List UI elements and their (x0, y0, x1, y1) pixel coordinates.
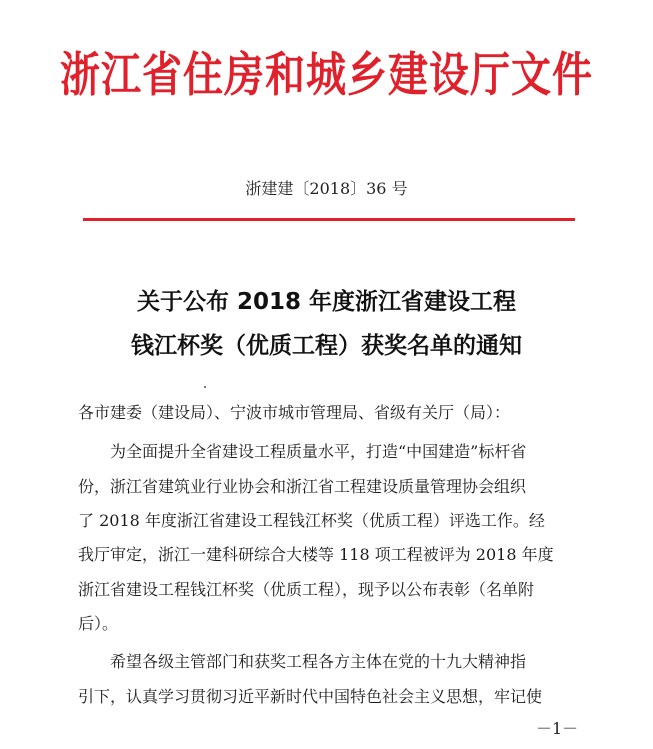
body-line: 后）。 (78, 614, 119, 633)
salutation-line: 各市建委（建设局）、宁波市城市管理局、省级有关厅（局）： (78, 403, 511, 422)
body-line: 为全面提升全省建设工程质量水平，打造“中国建造”标杆省 (78, 442, 527, 461)
notice-title-line-1: 关于公布 2018 年度浙江省建设工程 (136, 289, 517, 315)
body-line: 份，浙江省建筑业行业协会和浙江省工程建设质量管理协会组织 (78, 477, 527, 496)
page-number: －1－ (536, 719, 579, 738)
red-divider-line (83, 218, 575, 221)
body-line: 浙江省建设工程钱江杯奖（优质工程），现予以公布表彰（名单附 (78, 580, 535, 599)
document-number: 浙建建〔2018〕36 号 (245, 179, 408, 198)
issuer-title: 浙江省住房和城乡建设厅文件 (60, 48, 593, 103)
scan-dot (204, 386, 206, 388)
body-line: 引下，认真学习贯彻习近平新时代中国特色社会主义思想，牢记使 (78, 687, 543, 706)
body-line: 了 2018 年度浙江省建设工程钱江杯奖（优质工程）评选工作。经 (78, 511, 545, 530)
notice-title-line-2: 钱江杯奖（优质工程）获奖名单的通知 (131, 333, 522, 359)
body-line: 希望各级主管部门和获奖工程各方主体在党的十九大精神指 (78, 652, 527, 671)
body-line: 我厅审定，浙江一建科研综合大楼等 118 项工程被评为 2018 年度 (78, 545, 554, 564)
